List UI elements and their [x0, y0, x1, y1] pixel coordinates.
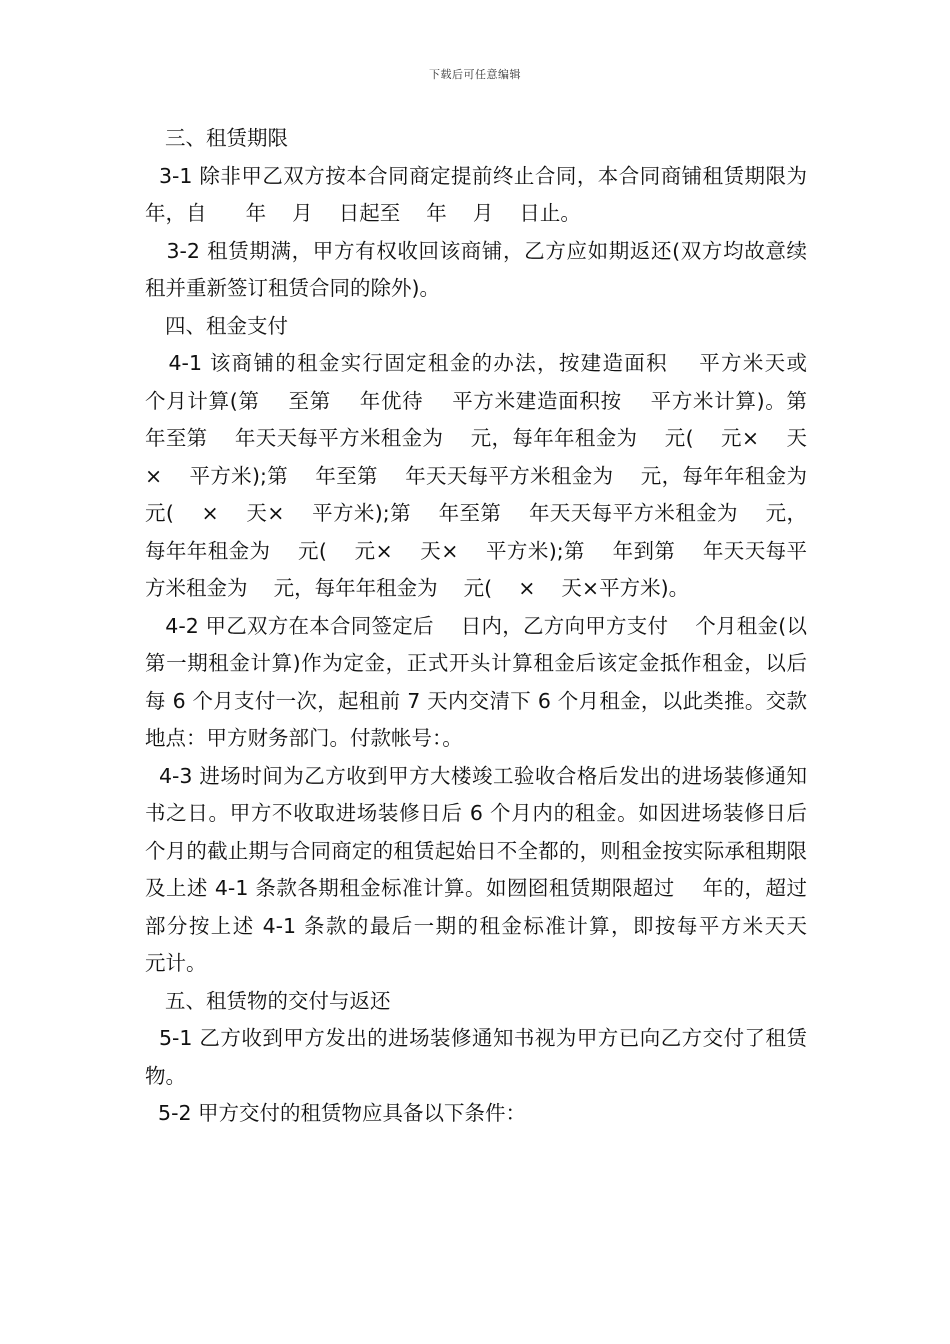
section-4-title: 四、租金支付: [165, 313, 288, 338]
clause-5-1: 5-1 乙方收到甲方发出的进场装修通知书视为甲方已向乙方交付了租赁物。: [145, 1026, 807, 1088]
clause-4-1: 4-1 该商铺的租金实行固定租金的办法，按建造面积 平方米天或 个月计算(第 至第 年优待 平方米建造面积按 平方米计算)。第 年至第 年天天每平方米租金为 元，每年年租金为 元( 元× 天× 平方米);第 年至第 年天天每平方米租金为 元，每年年租金为 元( × 天× 平方米);第 年至第 年天天每平方米租金为 元，每年年租金为 元( 元× 天× 平方米);第 年到第 年天天每平方米租金为 元，每年年租金为 元( × 天×平方米)。: [145, 351, 847, 600]
section-5-title: 五、租赁物的交付与返还: [165, 988, 391, 1013]
section-3-title: 三、租赁期限: [165, 126, 288, 150]
document-body: [145, 120, 847, 1133]
clause-4-2: 4-2 甲乙双方在本合同签定后 日内，乙方向甲方支付 个月租金(以第一期租金计算)作为定金，正式开头计算租金后该定金抵作租金，以后每 6 个月支付一次，起租前 7 天内交清下 6 个月租金，以此类推。交款地点：甲方财务部门。付款帐号：。: [145, 613, 807, 750]
clause-3-2: 3-2 租赁期满，甲方有权收回该商铺，乙方应如期返还(双方均故意续租并重新签订租赁合同的除外)。: [145, 238, 807, 300]
clause-5-2: 5-2 甲方交付的租赁物应具备以下条件：: [145, 1101, 527, 1125]
clause-4-3: 4-3 进场时间为乙方收到甲方大楼竣工验收合格后发出的进场装修通知书之日。甲方不收取进场装修日后 6 个月内的租金。如因进场装修日后 个月的截止期与合同商定的租赁起始日不全都的，则租金按实际承租期限及上述 4-1 条款各期租金标准计算。如囫囵租赁期限超过 年的，超过部分按上述 4-1 条款的最后一期的租金标准计算，即按每平方米天天 元计。: [145, 763, 834, 975]
clause-3-1: 3-1 除非甲乙双方按本合同商定提前终止合同，本合同商铺租赁期限为 年，自 年 月 日起至 年 月 日止。: [145, 163, 834, 225]
header-note: 下载后可任意编辑: [429, 68, 521, 81]
